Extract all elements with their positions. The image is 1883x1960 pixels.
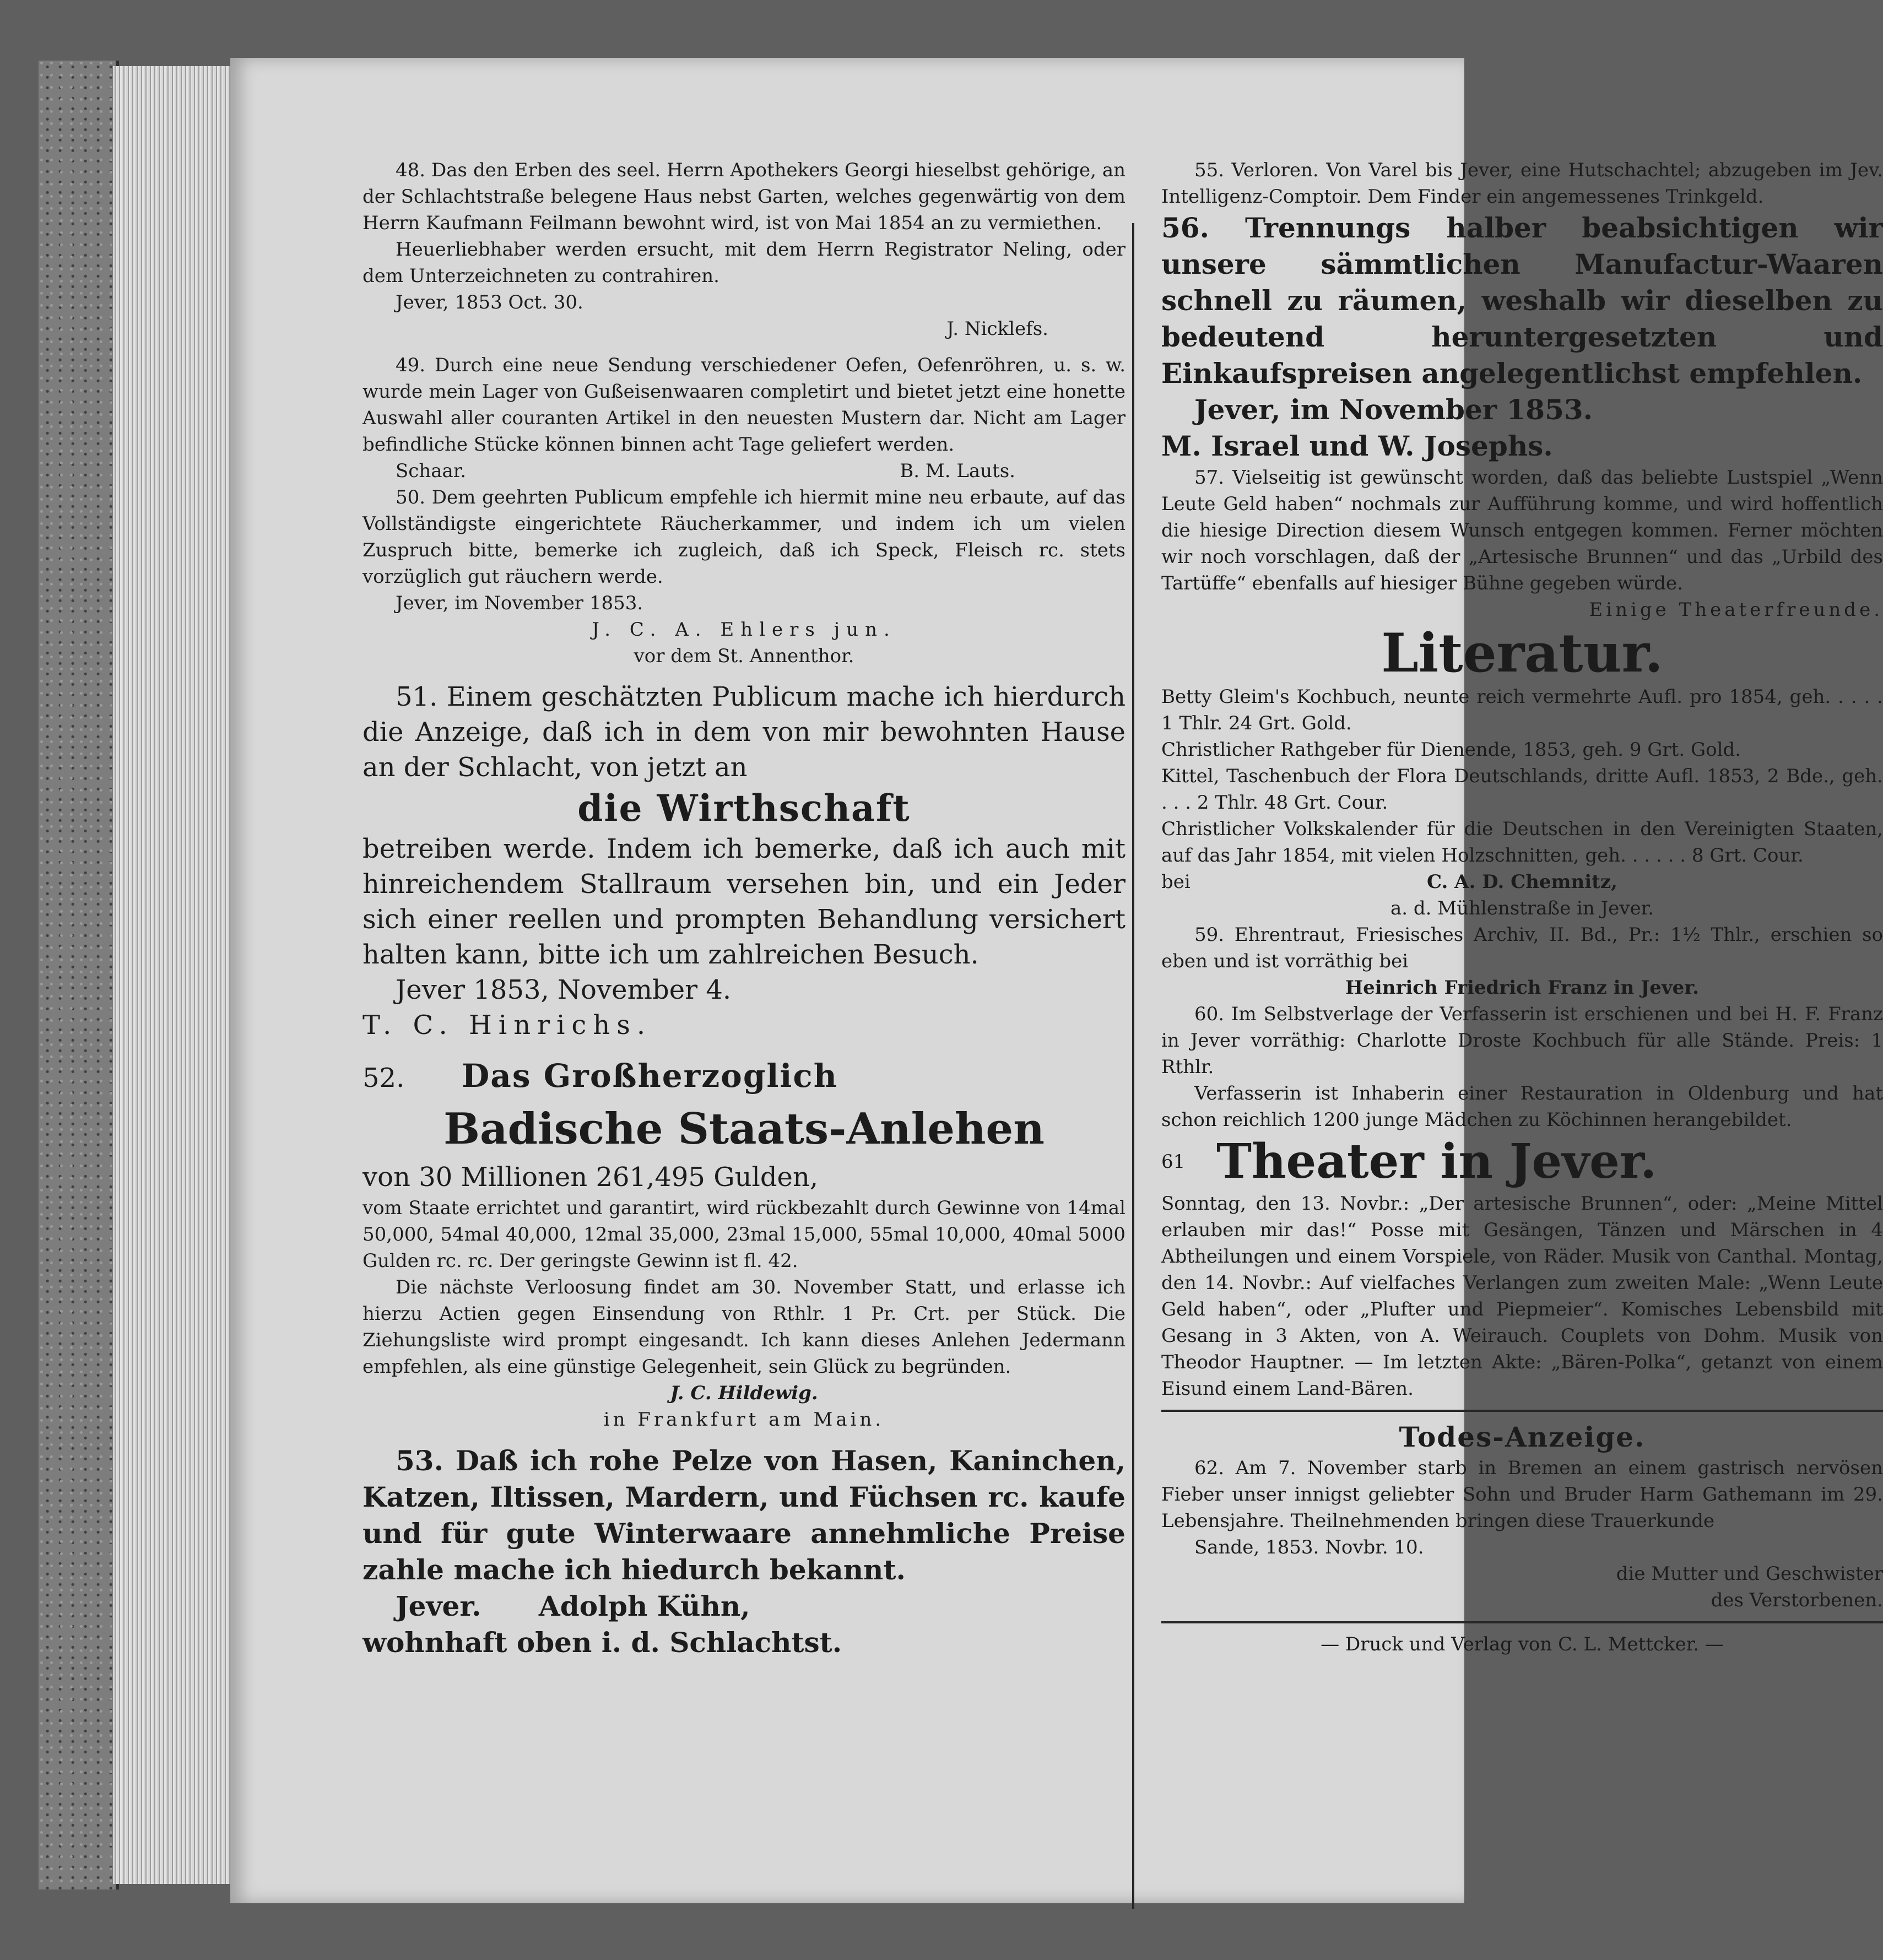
ad-59 xyxy=(1161,922,1883,1001)
ad-61-heading: Theater in Jever. xyxy=(1216,1134,1657,1189)
ad-52-signature: J. C. Hildewig. xyxy=(670,1382,818,1404)
literature-signature-address: a. d. Mühlenstraße in Jever. xyxy=(1390,897,1654,919)
literature-item: Betty Gleim's Kochbuch, neunte reich vermehrte Aufl. pro 1854, geh. . . . . 1 Thlr. 24 Grt. Gold. xyxy=(1161,686,1883,734)
ad-51-intro: 51. Einem geschätzten Publicum mache ich hierdurch die Anzeige, daß ich in dem von mir bewohnten Hause an der Schlacht, von jetzt an xyxy=(362,681,1126,783)
ad-51-signature: T. C. Hinrichs. xyxy=(362,1010,652,1041)
ad-52-number: 52. xyxy=(362,1063,405,1093)
ad-48-text: 48. Das den Erben des seel. Herrn Apothekers Georgi hieselbst gehörige, an der Schlachtstraße belegene Haus nebst Garten, welches gegenwärtig von dem Herrn Kaufmann Feilmann bewohnt wird, ist von Mai 1854 an zu vermiethen. xyxy=(362,159,1126,234)
ad-53-signature: Jever. Adolph Kühn, xyxy=(396,1590,750,1622)
section-rule xyxy=(1161,1621,1883,1623)
ad-53 xyxy=(362,1443,1126,1661)
ad-52-heading-3: von 30 Millionen 261,495 Gulden, xyxy=(362,1162,819,1193)
ad-48-text-2: Heuerliebhaber werden ersucht, mit dem Herrn Registrator Neling, oder dem Unterzeichneten zu contrahiren. xyxy=(362,239,1126,287)
ad-53-text: 53. Daß ich rohe Pelze von Hasen, Kaninchen, Katzen, Iltissen, Mardern, und Füchsen rc. kaufe und für gute Winterwaare annehmliche Preise zahle mache ich hiedurch bekannt. xyxy=(362,1444,1126,1586)
ad-57 xyxy=(1161,464,1883,623)
section-rule xyxy=(1161,1410,1883,1412)
ad-56-signature: M. Israel und W. Josephs. xyxy=(1161,430,1553,462)
ad-48-signature: J. Nicklefs. xyxy=(946,318,1048,340)
death-notice-signature: die Mutter und Geschwister xyxy=(1616,1563,1883,1585)
death-notice-signature-2: des Verstorbenen. xyxy=(1711,1589,1883,1611)
death-notice-heading: Todes-Anzeige. xyxy=(1399,1421,1646,1453)
page-edges xyxy=(113,66,231,1884)
ad-57-signature: Einige Theaterfreunde. xyxy=(1589,599,1883,621)
imprint: — Druck und Verlag von C. L. Mettcker. — xyxy=(1321,1633,1724,1655)
ad-51-heading: die Wirthschaft xyxy=(577,787,911,830)
literature-item: Christlicher Rathgeber für Dienende, 1853, geh. 9 Grt. Gold. xyxy=(1161,739,1741,761)
ad-52-heading-2: Badische Staats-Anlehen xyxy=(443,1104,1045,1154)
column-rule xyxy=(1132,223,1134,1909)
ad-52-body-1: vom Staate errichtet und garantirt, wird rückbezahlt durch Gewinne von 14mal 50,000, 54mal 40,000, 12mal 35,000, 23mal 15,000, 55mal 10,000, 40mal 5000 Gulden rc. rc. Der geringste Gewinn ist fl. 42. xyxy=(362,1197,1126,1272)
ad-61-number: 61 xyxy=(1161,1151,1186,1173)
ad-57-text: 57. Vielseitig ist gewünscht worden, daß das beliebte Lustspiel „Wenn Leute Geld haben“ nochmals zur Aufführung komme, und wird hoffentlich die hiesige Direction diesem Wunsch entgegen kommen. Ferner möchten wir noch vorschlagen, daß der „Artesische Brunnen“ und das „Urbild des Tartüffe“ ebenfalls auf hiesiger Bühne gegeben würde. xyxy=(1161,467,1883,594)
death-notice-date: Sande, 1853. Novbr. 10. xyxy=(1194,1536,1424,1558)
ad-50-text: 50. Dem geehrten Publicum empfehle ich hiermit mine neu erbaute, auf das Vollständigste eingerichtete Räucherkammer, und indem ich um vielen Zuspruch bitte, bemerke ich zugleich, daß ich Speck, Fleisch rc. stets vorzüglich gut räuchern werde. xyxy=(362,486,1126,588)
ad-50 xyxy=(362,484,1126,669)
ad-52-body-2: Die nächste Verloosung findet am 30. November Statt, und erlasse ich hierzu Actien gegen Einsendung von Rthlr. 1 Pr. Crt. per Stück. Die Ziehungsliste wird prompt eingesandt. Ich kann dieses Anlehen Jedermann empfehlen, als eine günstige Gelegenheit, sein Glück zu begründen. xyxy=(362,1276,1126,1378)
ad-49-signature: B. M. Lauts. xyxy=(900,460,1015,482)
right-column xyxy=(1161,157,1883,1658)
ad-49-text: 49. Durch eine neue Sendung verschiedener Oefen, Oefenröhren, u. s. w. wurde mein Lager von Gußeisenwaaren completirt und bietet jetzt eine honette Auswahl aller couranten Artikel in den neuesten Mustern dar. Nicht am Lager befindliche Stücke können binnen acht Tage geliefert werden. xyxy=(362,354,1126,456)
ad-51-body: betreiben werde. Indem ich bemerke, daß ich auch mit hinreichendem Stallraum versehen bin, und ein Jeder sich einer reellen und prompten Behandlung versichert halten kann, bitte ich um zahlreichen Besuch. xyxy=(362,833,1126,970)
death-notice-text: 62. Am 7. November starb in Bremen an einem gastrisch nervösen Fieber unser innigst geliebter Sohn und Bruder Harm Gathemann im 29. Lebensjahre. Theilnehmenden bringen diese Trauerkunde xyxy=(1161,1457,1883,1532)
ad-59-signature: Heinrich Friedrich Franz in Jever. xyxy=(1345,977,1699,999)
ad-50-signature: J. C. A. Ehlers jun. xyxy=(592,619,896,641)
ad-51 xyxy=(362,679,1126,1043)
ad-56-date: Jever, im November 1853. xyxy=(1194,393,1593,426)
literature-bei: bei xyxy=(1161,871,1191,893)
ad-56-text: 56. Trennungs halber beabsichtigen wir unsere sämmtlichen Manufactur-Waaren schnell zu räumen, weshalb wir dieselben zu bedeutend heruntergesetzten und Einkaufspreisen angelegentlichst empfehlen. xyxy=(1161,212,1883,389)
literature-item: Christlicher Volkskalender für die Deutschen in den Vereinigten Staaten, auf das Jahr 1854, mit vielen Holzschnitten, geh. . . . . . 8 Grt. Cour. xyxy=(1161,818,1883,867)
ad-49-place: Schaar. xyxy=(396,460,467,482)
ad-48-date: Jever, 1853 Oct. 30. xyxy=(396,291,583,313)
left-column xyxy=(362,157,1126,1661)
ad-52 xyxy=(362,1053,1126,1433)
ad-56 xyxy=(1161,210,1883,464)
ad-51-date: Jever 1853, November 4. xyxy=(396,974,732,1005)
ad-61 xyxy=(1161,1133,1883,1402)
ad-52-signature-place: in Frankfurt am Main. xyxy=(603,1409,885,1431)
literature-heading: Literatur. xyxy=(1381,622,1663,684)
ad-53-signature-address: wohnhaft oben i. d. Schlachtst. xyxy=(362,1626,842,1659)
ad-60-text-2: Verfasserin ist Inhaberin einer Restauration in Oldenburg und hat schon reichlich 1200 junge Mädchen zu Köchinnen herangebildet. xyxy=(1161,1082,1883,1131)
ad-50-signature-address: vor dem St. Annenthor. xyxy=(634,645,854,667)
death-notice xyxy=(1161,1420,1883,1614)
ad-55: 55. Verloren. Von Varel bis Jever, eine Hutschachtel; abzugeben im Jev. Intelligenz-Comptoir. Dem Finder ein angemessenes Trinkgeld. xyxy=(1161,159,1883,208)
ad-60-text: 60. Im Selbstverlage der Verfasserin ist erschienen und bei H. F. Franz in Jever vorräthig: Charlotte Droste Kochbuch für alle Stände. Preis: 1 Rthlr. xyxy=(1161,1003,1883,1078)
literature-item: Kittel, Taschenbuch der Flora Deutschlands, dritte Aufl. 1853, 2 Bde., geh. . . . 2 Thlr. 48 Grt. Cour. xyxy=(1161,765,1883,814)
ad-52-heading-1: Das Großherzoglich xyxy=(462,1057,838,1095)
ad-59-text: 59. Ehrentraut, Friesisches Archiv, II. Bd., Pr.: 1½ Thlr., erschien so eben und ist vorräthig bei xyxy=(1161,924,1883,972)
ad-48 xyxy=(362,157,1126,342)
ad-49 xyxy=(362,352,1126,484)
literature-section xyxy=(1161,623,1883,922)
literature-signature: C. A. D. Chemnitz, xyxy=(1426,871,1617,893)
ad-61-body: Sonntag, den 13. Novbr.: „Der artesische Brunnen“, oder: „Meine Mittel erlauben mir das!“ Posse mit Gesängen, Tänzen und Märschen in 4 Abtheilungen und einem Vorspiele, von Räder. Musik von Canthal. Montag, den 14. Novbr.: Auf vielfaches Verlangen zum zweiten Male: „Wenn Leute Geld haben“, oder „Plufter und Piepmeier“. Komisches Lebensbild mit Gesang in 3 Akten, von A. Weirauch. Couplets von Dohm. Musik von Theodor Hauptner. — Im letzten Akte: „Bären-Polka“, getanzt von einem Eisund einem Land-Bären. xyxy=(1161,1193,1883,1400)
book-cover-edge xyxy=(39,61,119,1889)
ad-60 xyxy=(1161,1001,1883,1133)
newspaper-page xyxy=(230,58,1883,1903)
ad-50-date: Jever, im November 1853. xyxy=(396,592,643,614)
